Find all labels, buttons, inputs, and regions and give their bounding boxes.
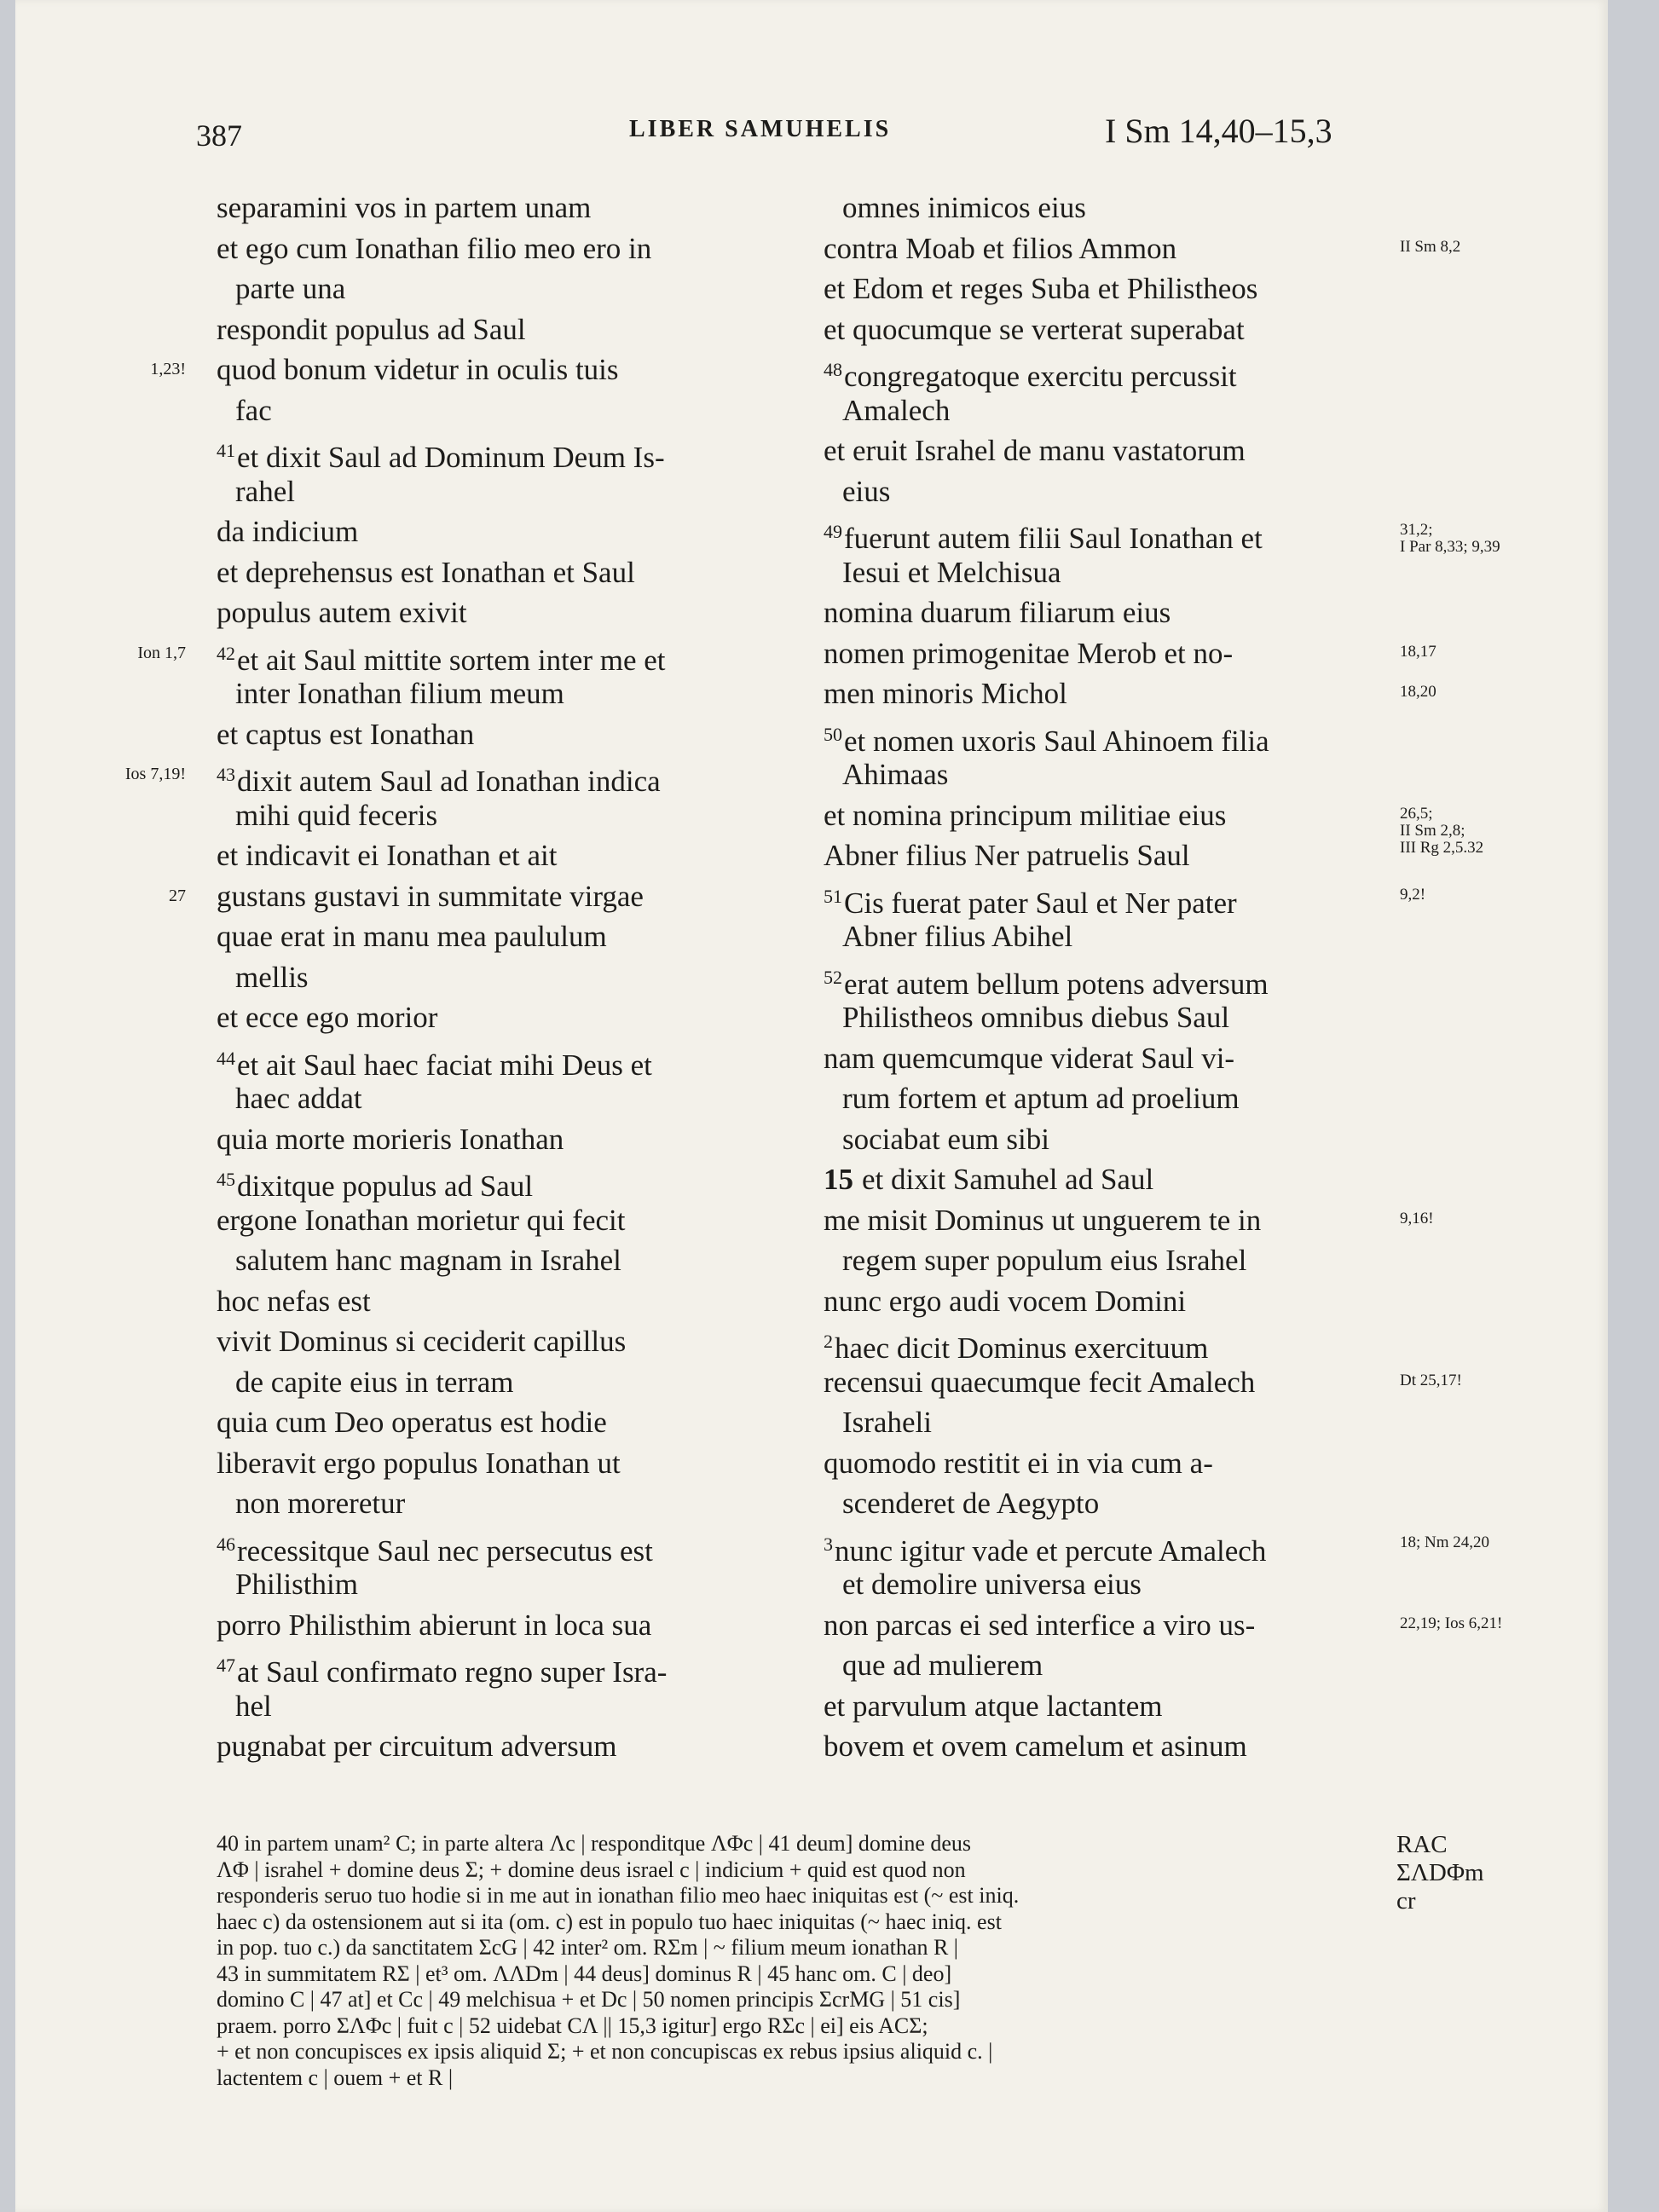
verse-number: 45 bbox=[217, 1169, 235, 1190]
line-text: et ait Saul haec faciat mihi Deus et bbox=[237, 1048, 652, 1082]
text-line bbox=[824, 714, 1378, 758]
line-text: me misit Dominus ut unguerem te in bbox=[824, 1203, 1262, 1237]
line-text: de capite eius in terram bbox=[235, 1365, 514, 1399]
line-text: Ahimaas bbox=[842, 758, 949, 791]
line-text: haec addat bbox=[235, 1082, 362, 1115]
verse-number: 43 bbox=[217, 764, 235, 785]
line-text: dixit autem Saul ad Ionathan indica bbox=[237, 765, 661, 798]
text-line bbox=[217, 511, 779, 552]
line-text: contra Moab et filios Ammon bbox=[824, 231, 1177, 265]
text-line bbox=[217, 1240, 779, 1281]
line-text: erat autem bellum potens adversum bbox=[844, 967, 1269, 1001]
line-text: et dixit Samuhel ad Saul bbox=[862, 1163, 1154, 1196]
text-line bbox=[824, 471, 1378, 512]
line-text: et ego cum Ionathan filio meo ero in bbox=[217, 231, 652, 265]
line-text: non moreretur bbox=[235, 1487, 406, 1520]
line-text: inter Ionathan filium meum bbox=[235, 677, 564, 710]
text-line bbox=[824, 1402, 1378, 1443]
text-line bbox=[217, 309, 779, 350]
line-text: Amalech bbox=[842, 393, 951, 427]
verse-number: 44 bbox=[217, 1047, 235, 1069]
text-line bbox=[824, 1686, 1378, 1727]
text-line bbox=[217, 1605, 779, 1646]
text-line bbox=[217, 957, 779, 998]
apparatus-line: in pop. tuo c.) da sanctitatem ΣcG | 42 inter² om. RΣm | ~ filium meum ionathan R | bbox=[217, 1935, 958, 1960]
text-line bbox=[217, 390, 779, 431]
line-text: recensui quaecumque fecit Amalech bbox=[824, 1365, 1256, 1399]
text-line bbox=[217, 876, 779, 917]
apparatus-line: lactentem c | ouem + et R | bbox=[217, 2065, 454, 2090]
line-text: Philistheos omnibus diebus Saul bbox=[842, 1001, 1230, 1034]
line-text: fuerunt autem filii Saul Ionathan et bbox=[844, 522, 1263, 555]
line-text: rum fortem et aptum ad proelium bbox=[842, 1082, 1240, 1115]
line-text: bovem et ovem camelum et asinum bbox=[824, 1730, 1247, 1763]
apparatus-line: responderis seruo tuo hodie si in me aut in ionathan filio meo haec iniquitas est (~ est iniq. bbox=[217, 1883, 1020, 1908]
right-text-column bbox=[824, 188, 1378, 1767]
line-text: quia morte morieris Ionathan bbox=[217, 1122, 564, 1156]
verse-number: 51 bbox=[824, 885, 842, 907]
text-line bbox=[824, 1038, 1378, 1079]
text-line bbox=[824, 1240, 1378, 1281]
text-line bbox=[824, 1524, 1378, 1568]
line-text: hel bbox=[235, 1689, 272, 1723]
line-text: et ait Saul mittite sortem inter me et bbox=[237, 643, 666, 677]
margin-cross-reference: 31,2; I Par 8,33; 9,39 bbox=[1400, 521, 1500, 556]
line-text: men minoris Michol bbox=[824, 677, 1067, 710]
text-line bbox=[217, 1645, 779, 1689]
text-line bbox=[824, 269, 1378, 309]
apparatus-line: ΛΦ | israhel + domine deus Σ; + domine deus israel c | indicium + quid est quod non bbox=[217, 1857, 966, 1882]
line-text: pugnabat per circuitum adversum bbox=[217, 1730, 617, 1763]
margin-cross-reference: 18,17 bbox=[1400, 642, 1436, 661]
line-text: populus autem exivit bbox=[217, 596, 467, 629]
line-text: nomina duarum filiarum eius bbox=[824, 596, 1171, 629]
line-text: liberavit ergo populus Ionathan ut bbox=[217, 1446, 621, 1480]
line-text: rahel bbox=[235, 474, 295, 508]
verse-number: 41 bbox=[217, 440, 235, 461]
line-text: mellis bbox=[235, 960, 309, 994]
verse-number: 42 bbox=[217, 642, 235, 664]
line-text: hoc nefas est bbox=[217, 1284, 371, 1318]
text-line bbox=[824, 1078, 1378, 1119]
text-line bbox=[824, 633, 1378, 674]
text-line bbox=[824, 511, 1378, 555]
sigla-line: ΣΛDΦm bbox=[1396, 1859, 1484, 1886]
text-line bbox=[824, 1281, 1378, 1322]
line-text: et eruit Israhel de manu vastatorum bbox=[824, 434, 1246, 467]
text-line bbox=[217, 1402, 779, 1443]
text-line bbox=[217, 1159, 779, 1203]
line-text: et nomen uxoris Saul Ahinoem filia bbox=[844, 724, 1269, 758]
line-text: separamini vos in partem unam bbox=[217, 191, 592, 224]
manuscript-sigla bbox=[1396, 1831, 1567, 1915]
text-line bbox=[824, 795, 1378, 836]
margin-cross-reference: 18; Nm 24,20 bbox=[1400, 1533, 1490, 1551]
line-text: Abner filius Ner patruelis Saul bbox=[824, 839, 1190, 872]
text-line bbox=[217, 1686, 779, 1727]
text-line bbox=[824, 309, 1378, 350]
apparatus-line: + et non concupisces ex ipsis aliquid Σ; + et non concupiscas ex rebus ipsius aliquid c. | bbox=[217, 2039, 993, 2064]
line-text: nunc igitur vade et percute Amalech bbox=[835, 1533, 1267, 1568]
margin-cross-reference: II Sm 8,2 bbox=[1400, 237, 1461, 256]
line-text: et ecce ego morior bbox=[217, 1001, 438, 1034]
line-text: nunc ergo audi vocem Domini bbox=[824, 1284, 1187, 1318]
line-text: Iesui et Melchisua bbox=[842, 555, 1061, 589]
text-line bbox=[824, 916, 1378, 957]
margin-cross-reference: 27 bbox=[169, 886, 186, 905]
text-line bbox=[824, 592, 1378, 633]
line-text: fac bbox=[235, 393, 272, 427]
margin-cross-reference: 9,16! bbox=[1400, 1209, 1434, 1227]
text-line bbox=[824, 228, 1378, 269]
text-line bbox=[217, 1564, 779, 1605]
line-text: Philisthim bbox=[235, 1568, 358, 1601]
line-text: mihi quid feceris bbox=[235, 798, 438, 832]
text-line bbox=[824, 1200, 1378, 1241]
text-line bbox=[824, 1321, 1378, 1365]
margin-cross-reference: Dt 25,17! bbox=[1400, 1371, 1462, 1389]
verse-number: 2 bbox=[824, 1331, 833, 1352]
margin-cross-reference: 9,2! bbox=[1400, 885, 1426, 904]
verse-number: 3 bbox=[824, 1533, 833, 1555]
text-line bbox=[824, 1483, 1378, 1524]
verse-number: 49 bbox=[824, 521, 842, 542]
passage-reference: I Sm 14,40–15,3 bbox=[1105, 112, 1332, 150]
line-text: regem super populum eius Israhel bbox=[842, 1244, 1247, 1277]
margin-cross-reference: 26,5; II Sm 2,8; III Rg 2,5.32 bbox=[1400, 804, 1484, 857]
line-text: scenderet de Aegypto bbox=[842, 1487, 1100, 1520]
line-text: eius bbox=[842, 474, 891, 508]
page-number: 387 bbox=[196, 118, 242, 153]
margin-cross-reference: 18,20 bbox=[1400, 683, 1436, 701]
verse-number: 52 bbox=[824, 966, 842, 988]
text-line bbox=[217, 673, 779, 714]
critical-apparatus bbox=[217, 1831, 1376, 2091]
text-line bbox=[217, 835, 779, 876]
text-line bbox=[824, 754, 1378, 795]
margin-cross-reference: Ion 1,7 bbox=[137, 643, 186, 662]
line-text: quomodo restitit ei in via cum a- bbox=[824, 1446, 1213, 1480]
text-line bbox=[824, 430, 1378, 471]
line-text: at Saul confirmato regno super Isra- bbox=[237, 1655, 668, 1689]
line-text: que ad mulierem bbox=[842, 1649, 1043, 1682]
line-text: et deprehensus est Ionathan et Saul bbox=[217, 555, 635, 589]
margin-cross-reference: 22,19; Ios 6,21! bbox=[1400, 1614, 1503, 1632]
apparatus-line: domino C | 47 at] et Cc | 49 melchisua + et Dc | 50 nomen principis ΣcrMG | 51 cis] bbox=[217, 1987, 961, 2012]
line-text: nomen primogenitae Merob et no- bbox=[824, 636, 1234, 670]
line-text: salutem hanc magnam in Israhel bbox=[235, 1244, 621, 1277]
verse-number: 47 bbox=[217, 1655, 235, 1676]
line-text: haec dicit Dominus exercituum bbox=[835, 1331, 1209, 1365]
text-line bbox=[217, 633, 779, 677]
line-text: omnes inimicos eius bbox=[842, 191, 1086, 224]
text-line bbox=[217, 997, 779, 1038]
text-line bbox=[824, 1726, 1378, 1767]
line-text: vivit Dominus si ceciderit capillus bbox=[217, 1325, 627, 1358]
text-line bbox=[217, 1321, 779, 1362]
page-header bbox=[15, 111, 1608, 162]
text-line bbox=[217, 1362, 779, 1403]
text-line bbox=[824, 997, 1378, 1038]
line-text: et nomina principum militiae eius bbox=[824, 798, 1227, 832]
apparatus-line: 43 in summitatem RΣ | et³ om. ΛΛDm | 44 deus] dominus R | 45 hanc om. C | deo] bbox=[217, 1961, 952, 1986]
sigla-line: RAC bbox=[1396, 1831, 1448, 1858]
text-line bbox=[824, 349, 1378, 393]
text-line bbox=[217, 754, 779, 798]
text-line bbox=[217, 916, 779, 957]
text-line bbox=[824, 1564, 1378, 1605]
text-line bbox=[217, 1200, 779, 1241]
line-text: dixitque populus ad Saul bbox=[237, 1170, 534, 1203]
line-text: da indicium bbox=[217, 515, 359, 548]
margin-cross-reference: 1,23! bbox=[150, 360, 186, 378]
verse-number: 46 bbox=[217, 1533, 235, 1555]
line-text: recessitque Saul nec persecutus est bbox=[237, 1533, 653, 1568]
line-text: et dixit Saul ad Dominum Deum Is- bbox=[237, 441, 665, 474]
line-text: et Edom et reges Suba et Philistheos bbox=[824, 272, 1258, 305]
text-line bbox=[824, 390, 1378, 431]
line-text: ergone Ionathan morietur qui fecit bbox=[217, 1203, 626, 1237]
line-text: et quocumque se verterat superabat bbox=[824, 312, 1245, 346]
line-text: Israheli bbox=[842, 1406, 932, 1439]
margin-cross-reference: Ios 7,19! bbox=[124, 765, 186, 783]
apparatus-line: 40 in partem unam² C; in parte altera Λc | responditque ΛΦc | 41 deum] domine deus bbox=[217, 1831, 972, 1856]
text-line bbox=[824, 1119, 1378, 1160]
apparatus-line: praem. porro ΣΛΦc | fuit c | 52 uidebat CΛ || 15,3 igitur] ergo RΣc | ei] eis ACΣ; bbox=[217, 2013, 928, 2038]
text-line bbox=[824, 1605, 1378, 1646]
text-line bbox=[824, 552, 1378, 593]
text-line bbox=[217, 552, 779, 593]
line-text: quia cum Deo operatus est hodie bbox=[217, 1406, 607, 1439]
sigla-line: cr bbox=[1396, 1887, 1416, 1915]
line-text: porro Philisthim abierunt in loca sua bbox=[217, 1608, 652, 1642]
text-line bbox=[217, 592, 779, 633]
text-line bbox=[824, 1645, 1378, 1686]
text-line bbox=[217, 1078, 779, 1119]
text-line bbox=[217, 1038, 779, 1082]
line-text: sociabat eum sibi bbox=[842, 1122, 1050, 1156]
line-text: respondit populus ad Saul bbox=[217, 312, 526, 346]
text-line bbox=[217, 430, 779, 474]
text-line bbox=[824, 1362, 1378, 1403]
apparatus-line: haec c) da ostensionem aut si ita (om. c) est in populo tuo haec iniquitas (~ haec iniq. est bbox=[217, 1909, 1002, 1934]
text-line bbox=[217, 188, 779, 228]
text-line bbox=[824, 835, 1378, 876]
text-line bbox=[824, 876, 1378, 920]
text-line bbox=[217, 1524, 779, 1568]
line-text: et parvulum atque lactantem bbox=[824, 1689, 1163, 1723]
line-text: et captus est Ionathan bbox=[217, 717, 475, 751]
text-line bbox=[217, 228, 779, 269]
text-line bbox=[217, 471, 779, 512]
chapter-number: 15 bbox=[824, 1163, 853, 1196]
left-text-column bbox=[217, 188, 779, 1767]
text-line bbox=[217, 714, 779, 755]
line-text: nam quemcumque viderat Saul vi- bbox=[824, 1041, 1235, 1075]
text-line bbox=[217, 1281, 779, 1322]
line-text: parte una bbox=[235, 272, 346, 305]
line-text: quae erat in manu mea paululum bbox=[217, 920, 607, 953]
line-text: Abner filius Abihel bbox=[842, 920, 1073, 953]
text-line bbox=[217, 1726, 779, 1767]
text-line bbox=[217, 269, 779, 309]
text-line bbox=[824, 1443, 1378, 1484]
text-line bbox=[824, 1159, 1378, 1200]
text-line bbox=[217, 795, 779, 836]
book-page bbox=[15, 0, 1608, 2212]
text-line bbox=[824, 673, 1378, 714]
text-line bbox=[217, 1443, 779, 1484]
verse-number: 50 bbox=[824, 723, 842, 745]
line-text: congregatoque exercitu percussit bbox=[844, 360, 1237, 393]
line-text: quod bonum videtur in oculis tuis bbox=[217, 353, 619, 386]
line-text: gustans gustavi in summitate virgae bbox=[217, 879, 644, 913]
line-text: non parcas ei sed interfice a viro us- bbox=[824, 1608, 1256, 1642]
line-text: et indicavit ei Ionathan et ait bbox=[217, 839, 558, 872]
text-line bbox=[217, 349, 779, 390]
text-line bbox=[824, 957, 1378, 1001]
running-title: LIBER SAMUHELIS bbox=[629, 116, 892, 142]
text-line bbox=[217, 1119, 779, 1160]
line-text: et demolire universa eius bbox=[842, 1568, 1142, 1601]
text-line bbox=[824, 188, 1378, 228]
text-line bbox=[217, 1483, 779, 1524]
line-text: Cis fuerat pater Saul et Ner pater bbox=[844, 886, 1237, 920]
verse-number: 48 bbox=[824, 359, 842, 380]
